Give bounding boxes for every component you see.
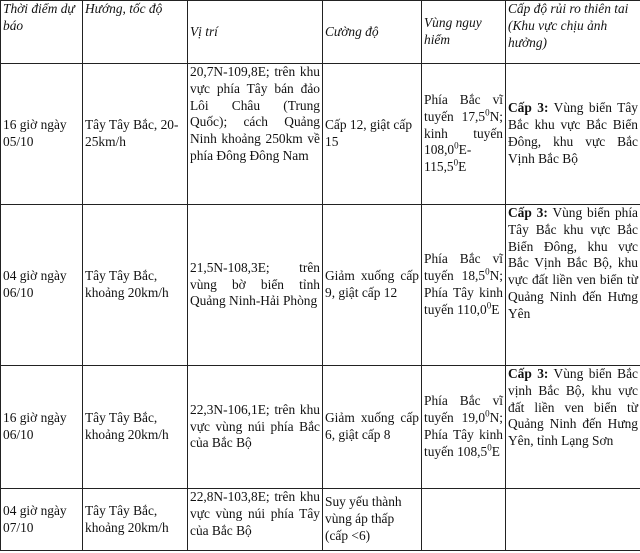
degree-symbol: 0: [486, 300, 492, 311]
risk-area: Vùng biển Bắc vịnh Bắc Bộ, khu vực đất liền ven biển từ Quảng Ninh đến Hưng Yên, tỉnh Lạng Sơn: [508, 366, 638, 449]
zone-text: E-115,5: [424, 142, 472, 175]
zone-text: E: [491, 443, 500, 459]
cell-risk: [506, 489, 640, 551]
degree-symbol: 0: [454, 140, 459, 151]
degree-symbol: 0: [485, 408, 490, 419]
risk-level-label: Cấp 3:: [508, 100, 549, 116]
zone-text: Phía Bắc vĩ tuyến 19,0: [424, 393, 503, 426]
degree-symbol: 0: [453, 157, 459, 168]
header-risk-level: Cấp độ rủi ro thiên tai (Khu vực chịu ảnh hưởng): [506, 1, 640, 64]
cell-time: 16 giờ ngày 05/10: [1, 64, 83, 205]
header-row: [1, 1, 640, 64]
risk-area: Vùng biển Tây Bắc khu vực Bắc Biển Đông, khu vực Bắc Vịnh Bắc Bộ: [508, 100, 638, 166]
header-danger-zone: Vùng nguy hiểm: [422, 1, 506, 64]
cell-position: 22,3N-106,1E; trên khu vực vùng núi phía Bắc của Bắc Bộ: [188, 366, 323, 489]
header-position: Vị trí: [188, 1, 323, 64]
header-time: Thời điểm dự báo: [1, 1, 83, 64]
cell-position: 22,8N-103,8E; trên khu vực vùng núi phía Tây của Bắc Bộ: [188, 489, 323, 551]
cell-danger-zone: [422, 64, 506, 205]
cell-risk: [506, 64, 640, 205]
zone-text: N; Phía Tây kinh tuyến 110,0: [424, 268, 503, 317]
cell-direction: Tây Tây Bắc, khoảng 20km/h: [83, 205, 188, 366]
cell-direction: Tây Tây Bắc, khoảng 20km/h: [83, 366, 188, 489]
header-direction: Hướng, tốc độ: [83, 1, 188, 64]
cell-direction: Tây Tây Bắc, khoảng 20km/h: [83, 489, 188, 551]
cell-time: 16 giờ ngày 06/10: [1, 366, 83, 489]
zone-text: Phía Bắc vĩ tuyến 17,5: [424, 92, 503, 124]
cell-position: 21,5N-108,3E; trên vùng bờ biển tỉnh Quảng Ninh-Hải Phòng: [188, 205, 323, 366]
cell-risk: [506, 366, 640, 489]
zone-text: Phía Bắc vĩ tuyến 18,5: [424, 251, 503, 284]
cell-danger-zone: [422, 205, 506, 366]
table-row: [1, 489, 640, 551]
degree-symbol: 0: [487, 442, 492, 453]
degree-symbol: 0: [485, 266, 490, 277]
cell-intensity: Suy yếu thành vùng áp thấp (cấp <6): [323, 489, 422, 551]
cell-time: 04 giờ ngày 07/10: [1, 489, 83, 551]
risk-level-label: Cấp 3:: [508, 205, 548, 220]
table-row: [1, 64, 640, 205]
table-row: [1, 205, 640, 366]
cell-risk: [506, 205, 640, 366]
risk-area: Vùng biển phía Tây Bắc khu vực Bắc Biển Đông, khu vực Bắc Vịnh Bắc Bộ, khu vực đất liền ven biển từ Quảng Ninh đến Hưng Yên: [508, 205, 638, 321]
zone-text: N; Phía Tây kinh tuyến 108,5: [424, 410, 503, 459]
cell-intensity: Cấp 12, giật cấp 15: [323, 64, 422, 205]
table-row: [1, 366, 640, 489]
zone-text: E: [491, 301, 500, 317]
cell-intensity: Giảm xuống cấp 6, giật cấp 8: [323, 366, 422, 489]
header-intensity: Cường độ: [323, 1, 422, 64]
risk-level-label: Cấp 3:: [508, 366, 549, 381]
cell-danger-zone: [422, 489, 506, 551]
zone-text: N; kinh tuyến 108,0: [424, 108, 503, 158]
cell-time: 04 giờ ngày 06/10: [1, 205, 83, 366]
cell-danger-zone: [422, 366, 506, 489]
cell-position: 20,7N-109,8E; trên khu vực phía Tây bán đảo Lôi Châu (Trung Quốc); cách Quảng Ninh khoảng 250km về phía Đông Đông Nam: [188, 64, 323, 205]
cell-direction: Tây Tây Bắc, 20-25km/h: [83, 64, 188, 205]
degree-symbol: 0: [485, 107, 490, 118]
cell-intensity: Giảm xuống cấp 9, giật cấp 12: [323, 205, 422, 366]
zone-text: E: [458, 159, 467, 175]
